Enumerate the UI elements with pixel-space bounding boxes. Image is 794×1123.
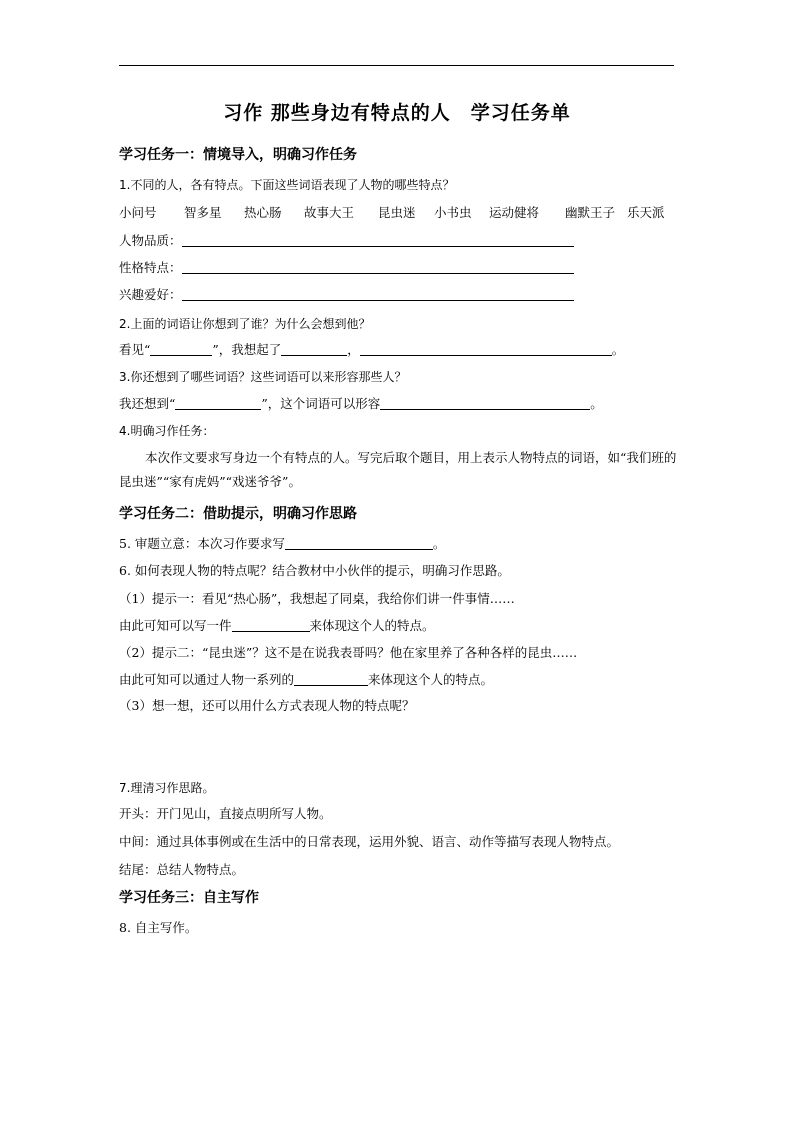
outline-end: 结尾：总结人物特点。 [119,862,245,877]
quality-label: 人物品质： [119,233,182,248]
fill-text: 来体现这个人的特点。 [368,672,494,687]
question-5 [119,536,445,552]
fill-text: 由此可知可以通过人物一系列的 [119,672,295,687]
header-rule [119,65,674,66]
fill-text: ”，这个词语可以形容 [261,396,381,411]
word-list [119,205,665,221]
fill-text: 。 [432,536,446,551]
hobby-field [119,287,574,303]
question-2: 2.上面的词语让你想到了谁？为什么会想到他？ [119,317,371,331]
task-description: 本次作文要求写身边一个有特点的人。写完后取个题目，用上表示人物特点的词语，如“我们班的昆虫迷”“家有虎妈”“戏迷爷爷”。 [119,450,677,489]
fill-text: 看见“ [119,342,151,357]
question-3-fill [119,396,603,412]
word-item: 昆虫迷 [378,205,416,220]
outline-middle: 中间：通过具体事例或在生活中的日常表现，运用外貌、语言、动作等描写表现人物特点。 [119,834,620,849]
fill-text: 。 [611,342,625,357]
fill-text: 。 [590,396,603,411]
question-6: 6. 如何表现人物的特点呢？结合教材中小伙伴的提示，明确习作思路。 [119,563,510,578]
fill-text: ”，我想起了 [212,342,282,357]
question-2-fill [119,342,624,358]
word-item: 幽默王子 [565,205,616,220]
hint-2: （2）提示二：“昆虫迷”？这不是在说我表哥吗？他在家里养了各种各样的昆虫…… [119,645,578,660]
word-item: 智多星 [184,205,222,220]
task3-heading: 学习任务三：自主写作 [119,890,259,906]
word-item: 运动健将 [489,205,540,220]
page-title: 习作 那些身边有特点的人 学习任务单 [223,102,571,124]
word-item: 热心肠 [244,205,282,220]
personality-blank[interactable] [182,260,574,274]
word-item: 小书虫 [434,205,472,220]
word-item: 故事大王 [304,205,355,220]
event-blank[interactable] [232,618,310,632]
personality-field [119,260,574,276]
task2-heading: 学习任务二：借助提示，明确习作思路 [119,506,357,522]
word-item: 小问号 [119,205,157,220]
quality-field [119,233,574,249]
word-blank[interactable] [150,342,212,356]
hobby-label: 兴趣爱好： [119,287,182,302]
quality-blank[interactable] [182,233,574,247]
fill-text: ， [347,342,360,357]
word-blank[interactable] [175,396,261,410]
question-7: 7.理清习作思路。 [119,781,215,795]
fill-text: 来体现这个人的特点。 [309,618,435,633]
question-1: 1.不同的人，各有特点。下面这些词语表现了人物的哪些特点？ [119,178,455,192]
hint-3: （3）想一想，还可以用什么方式表现人物的特点呢？ [119,698,415,713]
fill-text: 由此可知可以写一件 [119,618,232,633]
outline-start: 开头：开门见山，直接点明所写人物。 [119,806,332,821]
task1-heading: 学习任务一：情境导入，明确习作任务 [119,147,357,163]
behavior-blank[interactable] [294,672,368,686]
hobby-blank[interactable] [182,287,574,301]
describe-blank[interactable] [380,396,590,410]
hint-1: （1）提示一：看见“热心肠”，我想起了同桌，我给你们讲一件事情…… [119,591,515,606]
question-8: 8. 自主写作。 [119,920,198,935]
reason-blank[interactable] [360,342,612,356]
question-4: 4.明确习作任务： [119,424,215,438]
fill-text: 5. 审题立意：本次习作要求写 [119,536,285,551]
person-blank[interactable] [281,342,347,356]
theme-blank[interactable] [285,536,433,550]
hint-1-fill [119,618,435,634]
question-3: 3.你还想到了哪些词语？这些词语可以来形容那些人？ [119,370,407,384]
hint-2-fill [119,672,493,688]
fill-text: 我还想到“ [119,396,176,411]
personality-label: 性格特点： [119,260,182,275]
word-item: 乐天派 [627,205,665,220]
